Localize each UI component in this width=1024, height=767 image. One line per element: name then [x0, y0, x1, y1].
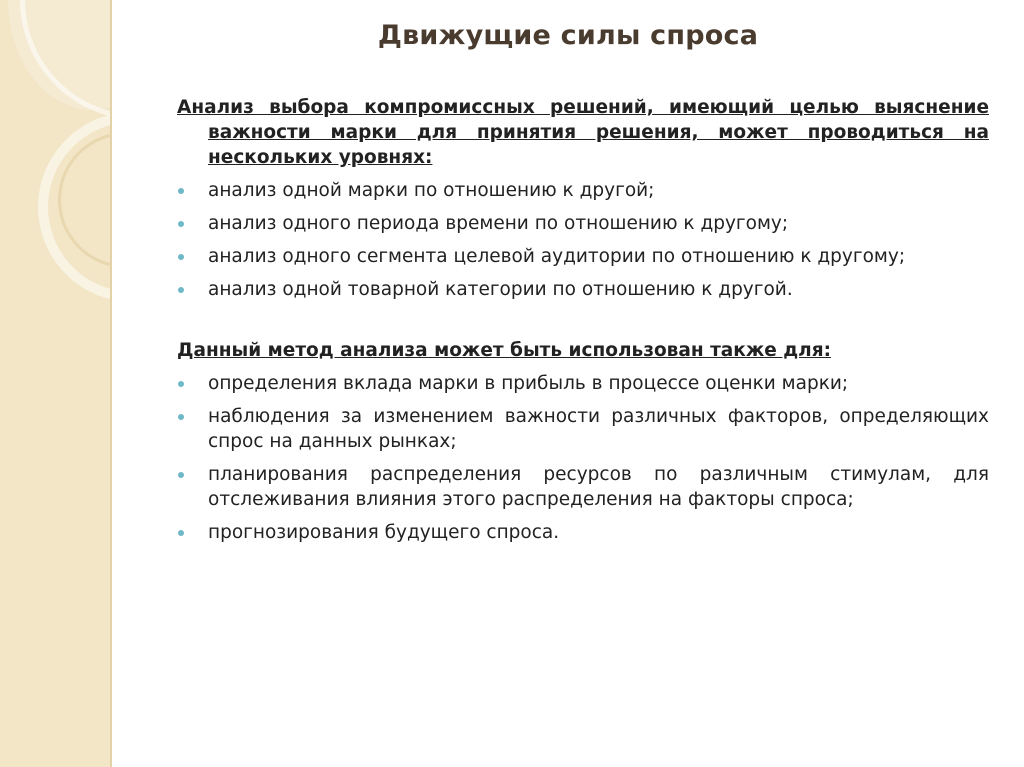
bullet-icon: [178, 188, 184, 194]
bullet-icon: [178, 414, 184, 420]
sidebar-divider: [110, 0, 112, 767]
bullet-icon: [178, 221, 184, 227]
section-heading: Данный метод анализа может быть использован также для:: [177, 340, 832, 361]
list-item-text: планирования распределения ресурсов по различным стимулам, для отслеживания влияния этого распределения на факторы спроса;: [208, 464, 989, 510]
list-item: [177, 404, 989, 454]
list-item-text: анализ одного периода времени по отношению к другому;: [208, 213, 789, 234]
list-item-text: прогнозирования будущего спроса.: [208, 522, 560, 543]
list-item-text: определения вклада марки в прибыль в процессе оценки марки;: [208, 373, 849, 394]
bullet-list: [177, 371, 989, 545]
list-item: [177, 462, 989, 512]
list-item: [177, 178, 989, 203]
bullet-icon: [178, 530, 184, 536]
bullet-list: [177, 178, 989, 302]
bullet-icon: [178, 287, 184, 293]
decorative-sidebar: [0, 0, 112, 767]
list-item: [177, 244, 989, 269]
list-item: [177, 371, 989, 396]
list-item: [177, 277, 989, 302]
slide-content: [177, 95, 989, 545]
bullet-icon: [178, 254, 184, 260]
slide-title: Движущие силы спроса: [377, 20, 759, 51]
section-heading: Анализ выбора компромиссных решений, имеющий целью выяснение важности марки для принятия решения, может проводиться на нескольких уровнях:: [177, 97, 989, 168]
list-item: [177, 211, 989, 236]
list-item-text: анализ одной марки по отношению к другой;: [208, 180, 655, 201]
list-item-text: наблюдения за изменением важности различных факторов, определяющих спрос на данных рынках;: [208, 406, 989, 452]
spacer: [177, 302, 989, 338]
bullet-icon: [178, 472, 184, 478]
list-item-text: анализ одного сегмента целевой аудитории по отношению к другому;: [208, 246, 906, 267]
bullet-icon: [178, 381, 184, 387]
list-item-text: анализ одной товарной категории по отношению к другой.: [208, 279, 793, 300]
list-item: [177, 520, 989, 545]
